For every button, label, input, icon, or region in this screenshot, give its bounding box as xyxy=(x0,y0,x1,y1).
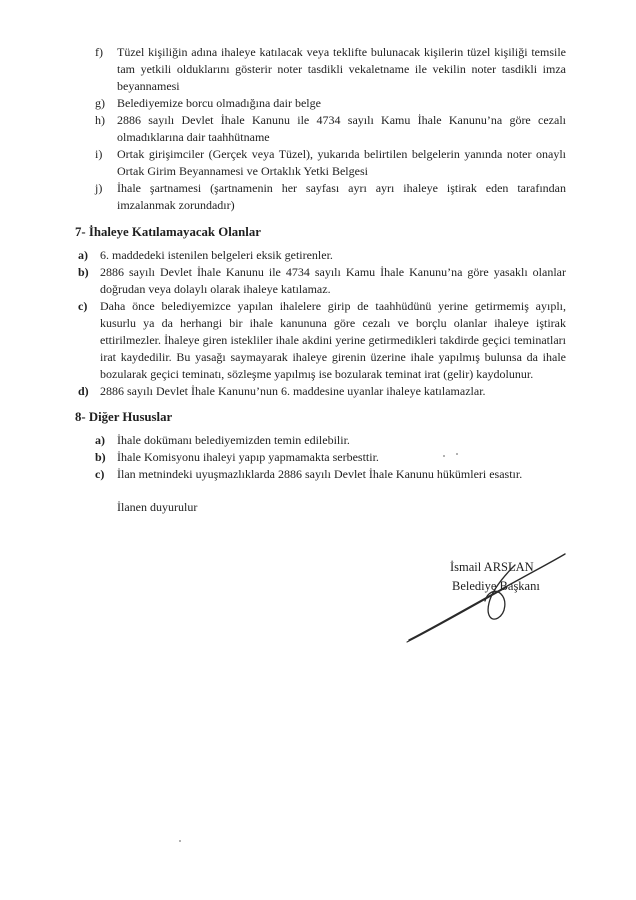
signatory-name: İsmail ARSLAN xyxy=(450,560,534,574)
item-label: h) xyxy=(95,113,105,127)
list-item-7d xyxy=(78,383,566,400)
item-label: b) xyxy=(95,450,106,464)
list-item-7a xyxy=(78,247,566,264)
item-text: 2886 sayılı Devlet İhale Kanunu’nun 6. maddesine uyanlar ihaleye katılamazlar. xyxy=(100,384,486,398)
signatory-title: Belediye Başkanı xyxy=(452,579,540,593)
item-label: a) xyxy=(78,248,88,262)
scan-speck xyxy=(179,840,181,842)
list-item-h xyxy=(95,112,566,146)
list-item-f xyxy=(95,44,566,95)
item-text: İlan metnindeki uyuşmazlıklarda 2886 sayılı Devlet İhale Kanunu hükümleri esastır. xyxy=(117,467,523,481)
item-text: 2886 sayılı Devlet İhale Kanunu ile 4734 sayılı Kamu İhale Kanunu’na göre cezalı olmadıklarına dair taahhütname xyxy=(117,113,566,144)
item-label: j) xyxy=(95,181,103,195)
item-text: Ortak girişimciler (Gerçek veya Tüzel), yukarıda belirtilen belgelerin yanında noter onaylı Ortak Girim Beyannamesi ve Ortaklık Yetki Belgesi xyxy=(117,147,566,178)
section-8-list xyxy=(75,432,566,483)
list-item-8b xyxy=(95,449,566,466)
item-text: Daha önce belediyemizce yapılan ihalelere girip de taahhüdünü yerine getirmemiş ayıplı, kusurlu ya da herhangi bir ihale kanununa göre cezalı ve borçlu olanlar ihaleye iştirak ettirilmezler. İhaleye giren istekliler ihale akdini yerine getirmedikleri takdirde geçici teminatları irat kaydedilir. Bu yasağı saymayarak ihaleye girenin üzerine ihale yapılmış bulunsa da ihale bozularak geçici teminatı, sözleşme yapılmış ise bozularak teminat irat (gelir) kaydolunur. xyxy=(100,299,566,381)
item-text: İhale Komisyonu ihaleyi yapıp yapmamakta serbesttir. xyxy=(117,450,379,464)
scan-speck xyxy=(443,455,445,457)
item-label: f) xyxy=(95,45,103,59)
item-text: İhale dokümanı belediyemizden temin edilebilir. xyxy=(117,433,350,447)
item-label: a) xyxy=(95,433,105,447)
signature-block xyxy=(395,545,580,655)
scan-speck xyxy=(456,453,458,455)
continued-list xyxy=(75,44,566,214)
list-item-i xyxy=(95,146,566,180)
item-text: 2886 sayılı Devlet İhale Kanunu ile 4734 sayılı Kamu İhale Kanunu’na göre yasaklı olanlar doğrudan veya dolaylı olarak ihaleye katılamaz. xyxy=(100,265,566,296)
item-label: g) xyxy=(95,96,105,110)
item-text: İhale şartnamesi (şartnamenin her sayfası ayrı ayrı ihaleye iştirak eden tarafından imzalanmak zorundadır) xyxy=(117,181,566,212)
list-item-7b xyxy=(78,264,566,298)
section-7-heading: 7- İhaleye Katılamayacak Olanlar xyxy=(75,225,261,239)
item-label: i) xyxy=(95,147,103,161)
list-item-g xyxy=(95,95,566,112)
section-7-list xyxy=(75,247,566,400)
list-item-7c xyxy=(78,298,566,383)
item-text: Tüzel kişiliğin adına ihaleye katılacak veya teklifte bulunacak kişilerin tüzel kişiliği temsile tam yetkili olduklarını gösterir noter tasdikli vekaletname ile vekilin noter tasdikli imza beyannamesi xyxy=(117,45,566,93)
item-text: Belediyemize borcu olmadığına dair belge xyxy=(117,96,321,110)
list-item-j xyxy=(95,180,566,214)
item-label: c) xyxy=(78,299,88,313)
list-item-8c xyxy=(95,466,566,483)
list-item-8a xyxy=(95,432,566,449)
content-area xyxy=(75,44,566,516)
item-label: d) xyxy=(78,384,89,398)
section-8-heading: 8- Diğer Hususlar xyxy=(75,410,173,424)
item-label: b) xyxy=(78,265,89,279)
closing-line: İlanen duyurulur xyxy=(117,500,198,514)
item-label: c) xyxy=(95,467,105,481)
item-text: 6. maddedeki istenilen belgeleri eksik getirenler. xyxy=(100,248,333,262)
